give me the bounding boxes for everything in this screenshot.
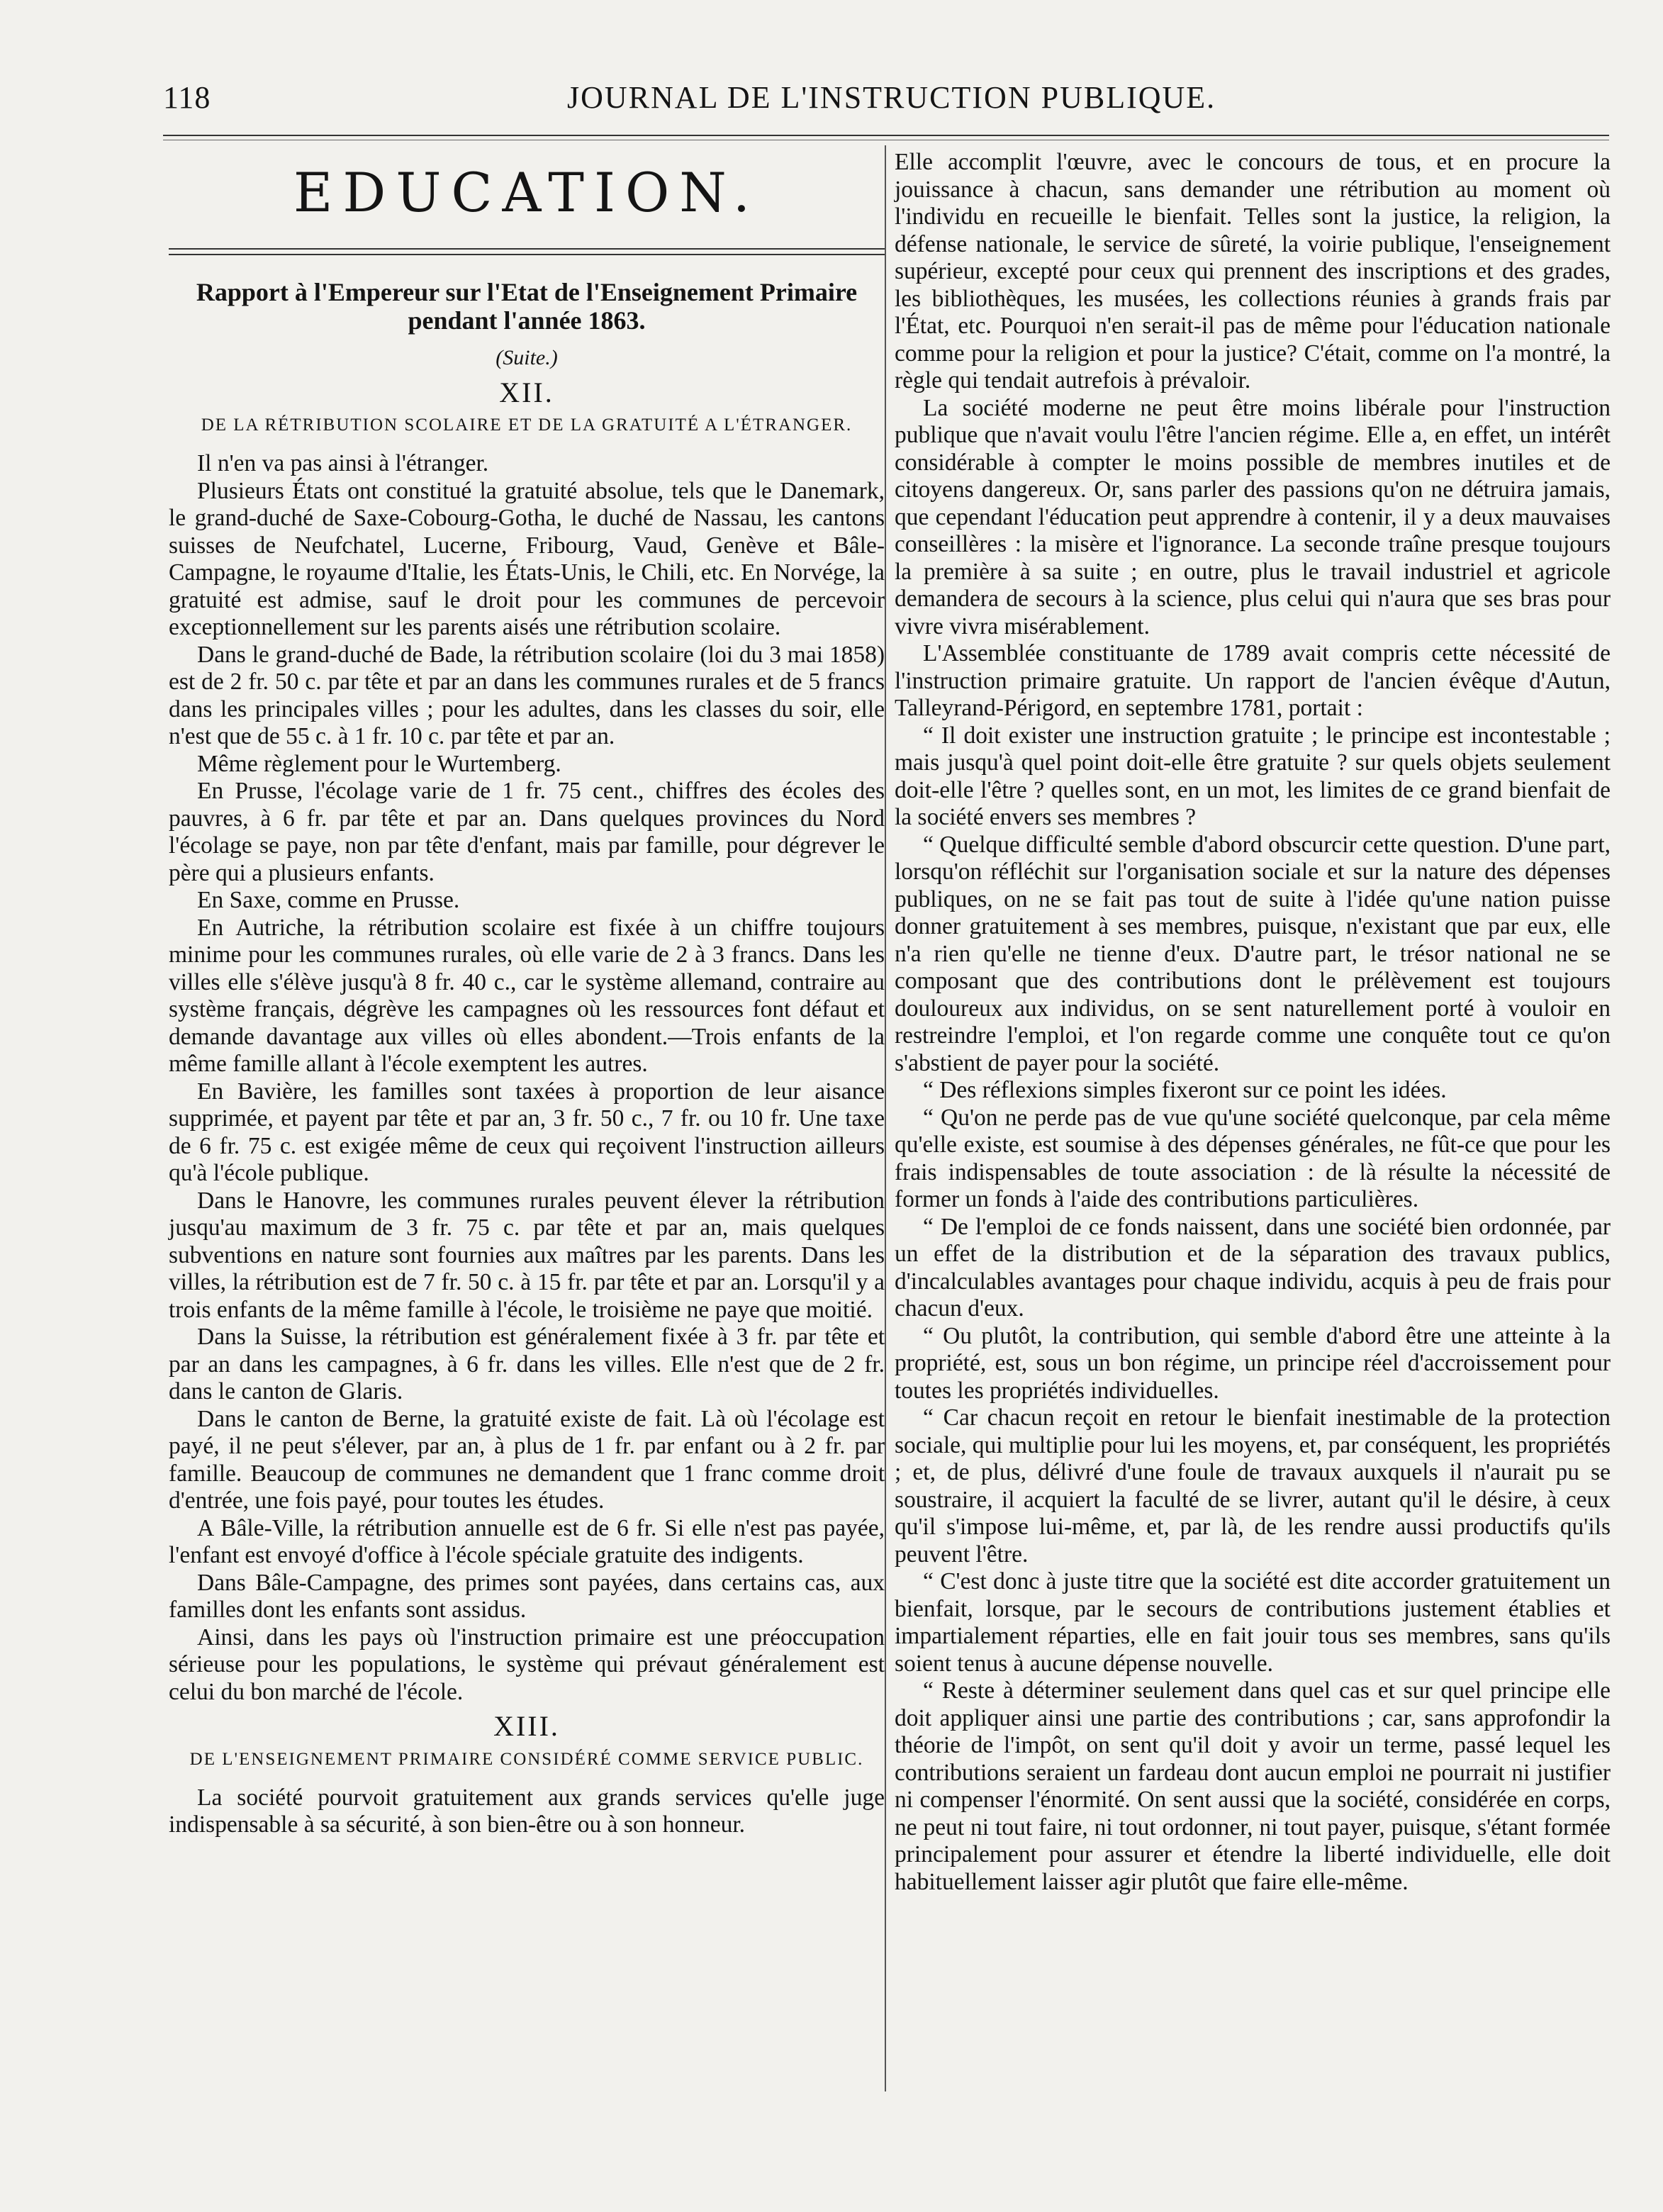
title-rule xyxy=(169,248,885,255)
chapter-xii-number: XII. xyxy=(499,376,554,408)
quote-paragraph: “ Quelque difficulté semble d'abord obscurcir cette question. D'une part, lorsqu'on réfléchit sur l'organisation sociale et sur la nature des dépenses publiques, on ne se fait pas tout de suite à l'idée qu'une nation puisse donner gratuitement à ses membres, puisque, n'existant que par eux, elle n'a rien qu'elle ne tienne d'eux. D'autre part, le trésor national ne se composant que des contributions dont le prélèvement est toujours douloureux aux individus, on se sent naturellement porté à vouloir en restreindre l'emploi, et l'on regarde comme une conquête tout ce qu'on s'abstient de payer pour la société. xyxy=(895,831,1611,1076)
paragraph: Elle accomplit l'œuvre, avec le concours de tous, et en procure la jouissance à chacun, sans demander une rétribution au moment où l'individu en recueille le bienfait. Telles sont la justice, la religion, la défense nationale, le service de sûreté, la voirie publique, l'enseignement supérieur, excepté pour ceux qui prennent des inscriptions et des grades, les bibliothèques, les musées, les collections réunies à grands frais par l'État, etc. Pourquoi n'en serait-il pas de même pour l'éducation nationale comme pour la religion et pour la justice? C'était, comme on l'a montré, la règle qui tendait autrefois à prévaloir. xyxy=(895,149,1611,393)
column-divider xyxy=(885,145,886,2091)
quote-paragraph: “ Qu'on ne perde pas de vue qu'une société quelconque, par cela même qu'elle existe, est soumise à des dépenses générales, ne fût-ce que pour les frais indispensables de toute association : de là résulte la nécessité de former un fonds à l'aide des contributions particulières. xyxy=(895,1104,1611,1212)
chapter-xii-heading: DE LA RÉTRIBUTION SCOLAIRE ET DE LA GRATUITÉ A L'ÉTRANGER. xyxy=(201,415,853,435)
paragraph: En Bavière, les familles sont taxées à proportion de leur aisance supprimée, et payent par tête et par an, 3 fr. 50 c., 7 fr. ou 10 fr. Une taxe de 6 fr. 75 c. est exigée même de ceux qui reçoivent l'instruction ailleurs qu'à l'école publique. xyxy=(169,1078,885,1186)
quote-paragraph: “ Car chacun reçoit en retour le bienfait inestimable de la protection sociale, qui multiplie pour lui les moyens, et, par conséquent, les propriétés ; et, de plus, délivré d'une foule de travaux auxquels il n'aurait pu se soustraire, il acquiert la faculté de se livrer, autant qu'il le désire, à ceux qu'il s'impose lui-même, et, par là, de les rendre aussi productifs qu'ils peuvent l'être. xyxy=(895,1404,1611,1568)
section-title: EDUCATION. xyxy=(293,161,761,224)
paragraph: Plusieurs États ont constitué la gratuité absolue, tels que le Danemark, le grand-duché de Saxe-Cobourg-Gotha, le duché de Nassau, les cantons suisses de Neufchatel, Lucerne, Fribourg, Vaud, Genève et Bâle-Campagne, le royaume d'Italie, les États-Unis, le Chili, etc. En Norvége, la gratuité est admise, sauf le droit pour les communes de percevoir exceptionnellement sur les parents aisés une rétribution scolaire. xyxy=(169,477,885,640)
paragraph: En Saxe, comme en Prusse. xyxy=(197,887,460,913)
paragraph: Il n'en va pas ainsi à l'étranger. xyxy=(197,450,489,476)
paragraph: Dans le canton de Berne, la gratuité existe de fait. Là où l'écolage est payé, il ne peut s'élever, par an, à plus de 1 fr. par enfant ou à 2 fr. par famille. Beaucoup de communes ne demandent que 1 franc comme droit d'entrée, une fois payé, pour toutes les études. xyxy=(169,1405,885,1514)
paragraph: Dans le grand-duché de Bade, la rétribution scolaire (loi du 3 mai 1858) est de 2 fr. 50 c. par tête et par an dans les communes rurales et de 5 francs dans les principales villes ; pour les adultes, dans les classes du soir, elle n'est que de 55 c. à 1 fr. 10 c. par tête et par an. xyxy=(169,641,885,749)
paragraph: L'Assemblée constituante de 1789 avait compris cette nécessité de l'instruction primaire gratuite. Un rapport de l'ancien évêque d'Autun, Talleyrand-Périgord, en septembre 1781, portait : xyxy=(895,640,1611,721)
paragraph: En Autriche, la rétribution scolaire est fixée à un chiffre toujours minime pour les communes rurales, où elle varie de 2 à 3 francs. Dans les villes elle s'élève jusqu'à 8 fr. 40 c., car le système allemand, contraire au système français, dégrève les campagnes où les ressources font défaut et demande davantage aux villes où elles abondent.—Trois enfants de la même famille allant à l'école exemptent les autres. xyxy=(169,914,885,1077)
paragraph: En Prusse, l'écolage varie de 1 fr. 75 cent., chiffres des écoles des pauvres, à 6 fr. par tête et par an. Dans quelques provinces du Nord l'écolage se paye, non par tête d'enfant, mais par famille, pour dégrever le père qui a plusieurs enfants. xyxy=(169,778,885,886)
page-header xyxy=(163,79,1609,122)
paragraph: Même règlement pour le Wurtemberg. xyxy=(197,750,561,777)
paragraph: Dans le Hanovre, les communes rurales peuvent élever la rétribution jusqu'au maximum de 3 fr. 75 c. par tête et par an, mais quelques subventions en nature sont fournies aux maîtres par les parents. Dans les villes, la rétribution est de 7 fr. 50 c. à 15 fr. par tête et par an. Lorsqu'il y a trois enfants de la même famille à l'école, le troisième ne paye que moitié. xyxy=(169,1187,885,1323)
quote-paragraph: “ Il doit exister une instruction gratuite ; le principe est incontestable ; mais jusqu'à quel point doit-elle être gratuite ? sur quels objets seulement doit-elle l'être ? quelles sont, en un mot, les limites de ce grand bienfait de la société envers ses membres ? xyxy=(895,722,1611,830)
right-column xyxy=(895,149,1611,1896)
report-title: Rapport à l'Empereur sur l'Etat de l'Enseignement Primaire pendant l'année 1863. xyxy=(196,278,858,335)
left-column xyxy=(169,149,885,1839)
paragraph: Dans Bâle-Campagne, des primes sont payées, dans certains cas, aux familles dont les enfants sont assidus. xyxy=(169,1569,885,1623)
chapter-xiii-heading: DE L'ENSEIGNEMENT PRIMAIRE CONSIDÉRÉ COMME SERVICE PUBLIC. xyxy=(189,1749,864,1769)
header-rule xyxy=(163,135,1609,140)
suite-label: (Suite.) xyxy=(495,346,558,369)
running-head: JOURNAL DE L'INSTRUCTION PUBLIQUE. xyxy=(567,80,1216,115)
paragraph: Dans la Suisse, la rétribution est généralement fixée à 3 fr. par tête et par an dans les campagnes, à 6 fr. dans les villes. Elle n'est que de 2 fr. dans le canton de Glaris. xyxy=(169,1324,885,1404)
paragraph: A Bâle-Ville, la rétribution annuelle est de 6 fr. Si elle n'est pas payée, l'enfant est envoyé d'office à l'école spéciale gratuite des indigents. xyxy=(169,1514,885,1568)
page-number: 118 xyxy=(163,80,211,115)
paragraph: La société pourvoit gratuitement aux grands services qu'elle juge indispensable à sa sécurité, à son bien-être ou à son honneur. xyxy=(169,1784,885,1838)
quote-paragraph: “ Des réflexions simples fixeront sur ce point les idées. xyxy=(923,1077,1447,1103)
paragraph: La société moderne ne peut être moins libérale pour l'instruction publique que n'avait voulu l'être l'ancien régime. Elle a, en effet, un intérêt considérable à compter le moins possible de membres inutiles et de citoyens dangereux. Or, sans parler des passions qu'on ne détruira jamais, que cependant l'éducation peut apprendre à contenir, il y a deux mauvaises conseillères : la misère et l'ignorance. La seconde traîne presque toujours la première à sa suite ; en outre, plus le travail industriel et agricole demandera de secours à la science, plus celui qui n'aura que ses bras pour vivre vivra misérablement. xyxy=(895,394,1611,639)
quote-paragraph: “ Reste à déterminer seulement dans quel cas et sur quel principe elle doit appliquer ainsi une partie des contributions ; car, sans approfondir la théorie de l'impôt, on sent qu'il doit y avoir un terme, passé lequel les contributions seraient un fardeau dont aucun emploi ne pourrait ni justifier ni compenser l'énormité. On sent aussi que la société, considérée en corps, ne peut ni tout faire, ni tout ordonner, ni tout payer, puisque, s'étant formée principalement pour assurer et étendre la liberté individuelle, elle doit habituellement laisser agir plutôt que faire elle-même. xyxy=(895,1677,1611,1895)
chapter-xiii-number: XIII. xyxy=(493,1710,560,1742)
paragraph: Ainsi, dans les pays où l'instruction primaire est une préoccupation sérieuse pour les populations, le système qui prévaut généralement est celui du bon marché de l'école. xyxy=(169,1624,885,1705)
quote-paragraph: “ Ou plutôt, la contribution, qui semble d'abord être une atteinte à la propriété, est, sous un bon régime, un principe réel d'accroissement pour toutes les propriétés individuelles. xyxy=(895,1322,1611,1404)
quote-paragraph: “ C'est donc à juste titre que la société est dite accorder gratuitement un bienfait, lorsque, par le secours de contributions justement établies et impartialement réparties, elle en fait jouir tous ses membres, sans qu'ils soient tenus à aucune dépense nouvelle. xyxy=(895,1568,1611,1677)
quote-paragraph: “ De l'emploi de ce fonds naissent, dans une société bien ordonnée, par un effet de la distribution et de la séparation des travaux publics, d'incalculables avantages pour chaque individu, acquis à peu de frais pour chacun d'eux. xyxy=(895,1213,1611,1322)
